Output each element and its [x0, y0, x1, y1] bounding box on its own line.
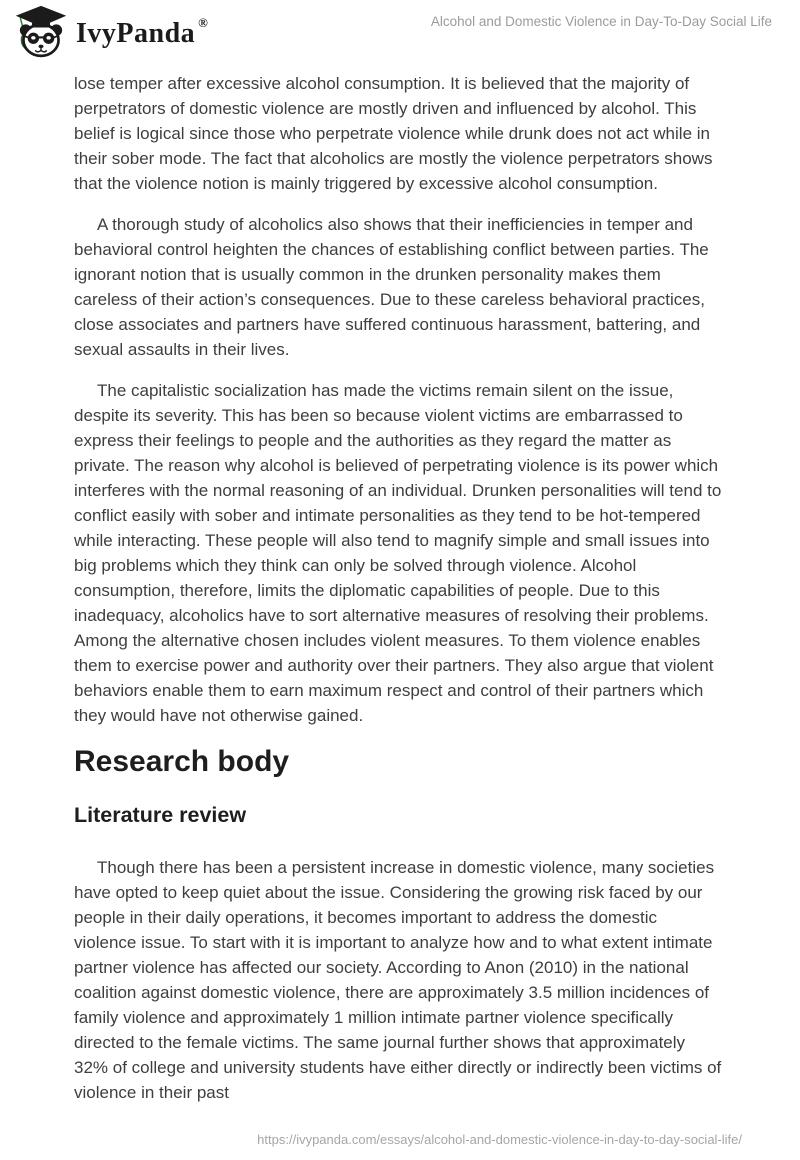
subsection-heading-literature-review: Literature review	[74, 803, 247, 827]
logo-text: IvyPanda	[76, 18, 196, 49]
paragraph-3: The capitalistic socialization has made the victims remain silent on the issue, despite its severity. This has been so because violent victims are embarrassed to express their feelings to people and the authorities as they regard the matter as private. The reason why alcohol is believed of perpetrating violence is its power which interferes with the normal reasoning of an individual. Drunken personalities will tend to conflict easily with sober and intimate personalities as they tend to be hot-tempered while interacting. These people will also tend to magnify simple and small issues into big problems which they think can only be solved through violence. Alcohol consumption, therefore, limits the diplomatic capabilities of people. Due to this inadequacy, alcoholics have to sort alternative measures of resolving their problems. Among the alternative chosen includes violent measures. To them violence enables them to exercise power and authority over their partners. They also argue that violent behaviors enable them to earn maximum respect and control of their partners which they would have not otherwise gained.	[74, 381, 722, 725]
section-heading-research-body: Research body	[74, 745, 290, 778]
registered-trademark: ®	[198, 15, 208, 30]
paragraph-1: lose temper after excessive alcohol consumption. It is believed that the majority of perpetrators of domestic violence are mostly driven and influenced by alcohol. This belief is logical since those who perpetrate violence while drunk does not act while in their sober mode. The fact that alcoholics are mostly the violence perpetrators shows that the violence notion is mainly triggered by excessive alcohol consumption.	[74, 74, 713, 193]
source-url-link[interactable]: https://ivypanda.com/essays/alcohol-and-domestic-violence-in-day-to-day-social-life/	[257, 1132, 742, 1147]
document-title: Alcohol and Domestic Violence in Day-To-Day Social Life	[430, 14, 772, 29]
paragraph-2: A thorough study of alcoholics also shows that their inefficiencies in temper and behavioral control heighten the chances of establishing conflict between parties. The ignorant notion that is usually common in the drunken personality makes them careless of their action’s consequences. Due to these careless behavioral practices, close associates and partners have suffered continuous harassment, battering, and sexual assaults in their lives.	[74, 215, 709, 359]
page-footer	[257, 1131, 742, 1149]
essay-content	[0, 64, 800, 1105]
page-header	[0, 0, 800, 64]
paragraph-4: Though there has been a persistent increase in domestic violence, many societies have opted to keep quiet about the issue. Considering the growing risk faced by our people in their daily operations, it becomes important to address the domestic violence issue. To start with it is important to analyze how and to what extent intimate partner violence has affected our society. According to Anon (2010) in the national coalition against domestic violence, there are approximately 3.5 million incidences of family violence and approximately 1 million intimate partner violence specifically directed to the female victims. The same journal further shows that approximately 32% of college and university students have either directly or indirectly been victims of violence in their past	[74, 858, 722, 1102]
ivypanda-logo[interactable]	[14, 3, 213, 61]
panda-graduate-icon	[14, 3, 68, 61]
